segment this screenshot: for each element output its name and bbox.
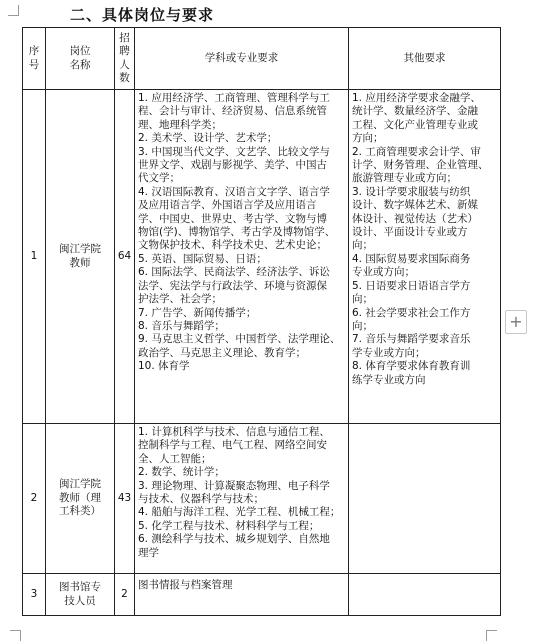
row-seq: 1 [23, 90, 46, 424]
row-position: 图书馆专 技人员 [46, 574, 115, 616]
corner-mark-bottom-left [10, 630, 21, 641]
header-seq: 序 号 [23, 28, 46, 90]
corner-mark-bottom-right [486, 630, 497, 641]
table-header-row [23, 28, 501, 90]
header-other-requirements: 其他要求 [349, 28, 501, 90]
corner-mark-top-left [8, 5, 19, 16]
row-position: 闽江学院 教师 [46, 90, 115, 424]
row-seq: 2 [23, 424, 46, 574]
section-heading: 二、具体岗位与要求 [70, 6, 215, 24]
row-seq: 3 [23, 574, 46, 616]
row-other-requirements [349, 424, 501, 574]
row-count: 43 [115, 424, 135, 574]
row-position: 闽江学院 教师（理 工科类） [46, 424, 115, 574]
positions-table [22, 27, 501, 616]
row-count: 64 [115, 90, 135, 424]
add-button[interactable]: + [505, 310, 527, 334]
row-major-requirements: 1. 计算机科学与技术、信息与通信工程、 控制科学与工程、电气工程、网络空间安 全、人工智能； 2. 数学、统计学； 3. 理论物理、计算凝聚态物理、电子科学 与技术、仪器科学与技术； 4. 船舶与海洋工程、光学工程、机械工程； 5. 化学工程与技术、材料科学与工程； 6. 测绘科学与技术、城乡规划学、自然地 理学 [135, 424, 349, 574]
table-row [23, 424, 501, 574]
row-other-requirements [349, 574, 501, 616]
row-count: 2 [115, 574, 135, 616]
header-major-requirements: 学科或专业要求 [135, 28, 349, 90]
row-major-requirements: 1. 应用经济学、工商管理、管理科学与工 程、会计与审计、经济贸易、信息系统管 理、地理科学类； 2. 美术学、设计学、艺术学； 3. 中国现当代文学、文艺学、比较文学与 世界文学、戏剧与影视学、美学、中国古 代文学； 4. 汉语国际教育、汉语言文字学、语言学 及应用语言学、外国语言学及应用语言 学、中国史、世界史、考古学、文物与博 物馆(学)、博物馆学、考古学及博物馆学、 文物保护技术、科学技术史、艺术史论； 5. 英语、国际贸易、日语； 6. 国际法学、民商法学、经济法学、诉讼 法学、宪法学与行政法学、环境与资源保 护法学、社会学； 7. 广告学、新闻传播学； 8. 音乐与舞蹈学； 9. 马克思主义哲学、中国哲学、法学理论、 政治学、马克思主义理论、教育学； 10. 体育学 [135, 90, 349, 424]
row-major-requirements: 图书情报与档案管理 [135, 574, 349, 616]
header-recruit-count: 招 聘 人 数 [115, 28, 135, 90]
header-position: 岗位 名称 [46, 28, 115, 90]
table-row [23, 574, 501, 616]
table-row [23, 90, 501, 424]
row-other-requirements: 1. 应用经济学要求金融学、 统计学、数量经济学、金融 工程、文化产业管理专业或 方向； 2. 工商管理要求会计学、审 计学、财务管理、企业管理、 旅游管理专业或方向； 3. 设计学要求服装与纺织 设计、数字媒体艺术、新媒 体设计、视觉传达（艺术） 设计、平面设计专业或方 向； 4. 国际贸易要求国际商务 专业或方向； 5. 日语要求日语语言学方 向； 6. 社会学要求社会工作方 向； 7. 音乐与舞蹈学要求音乐 学专业或方向； 8. 体育学要求体育教育训 练学专业或方向 [349, 90, 501, 424]
